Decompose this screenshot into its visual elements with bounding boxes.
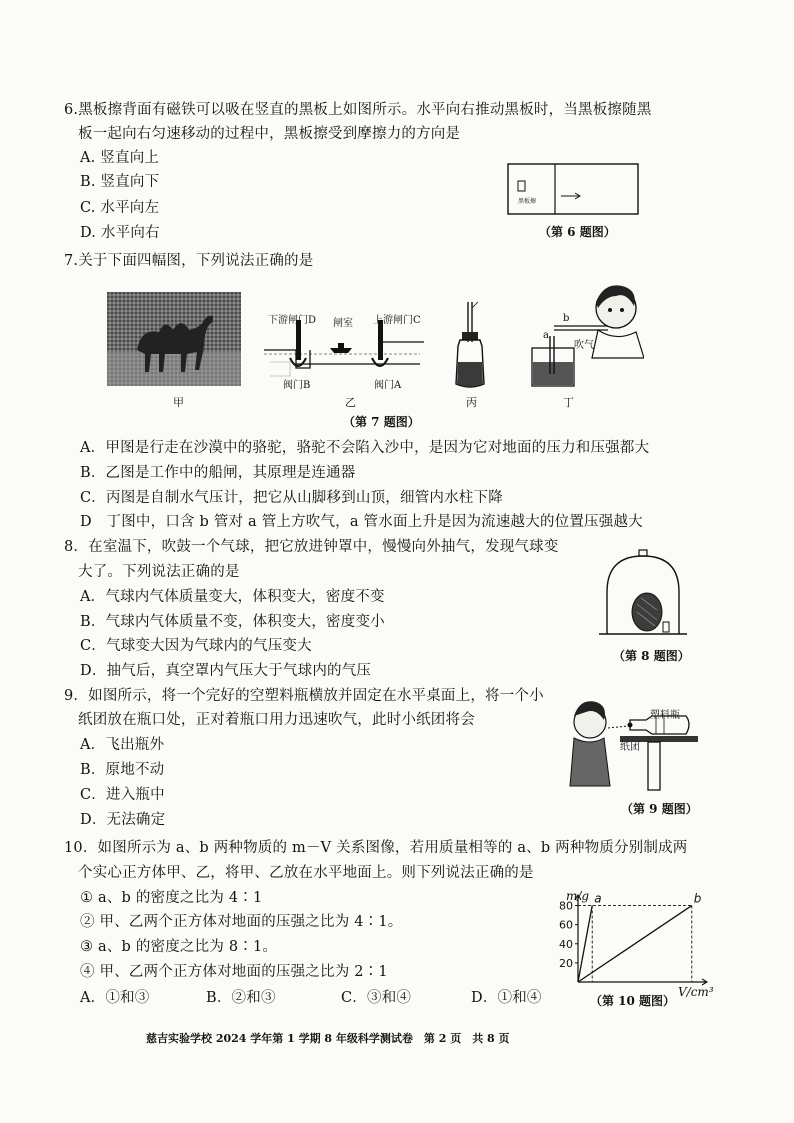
q10-statement-4: ④ 甲、乙两个正方体对地面的压强之比为 2∶1 [80, 964, 388, 980]
q8-stem-line1: 8．在室温下，吹鼓一个气球，把它放进钟罩中，慢慢向外抽气，发现气球变 [64, 539, 559, 555]
q7-barometer-figure [448, 302, 492, 390]
q7-label-valve-b: 阀门B [283, 380, 311, 391]
q10-stem-line2: 个实心正方体甲、乙，将甲、乙放在水平地面上。则下列说法正确的是 [78, 865, 534, 881]
q6-stem-line2: 板一起向右匀速移动的过程中，黑板擦受到摩擦力的方向是 [78, 126, 461, 142]
chart-series-a [578, 906, 592, 982]
q8-bell-jar-figure [597, 548, 689, 640]
q6-blackboard-figure [507, 163, 639, 215]
q7-label-down-gate: 下游闸门D [268, 315, 317, 326]
q7-label-chamber: 闸室 [333, 318, 353, 329]
q7-label-yi: 乙 [345, 396, 356, 409]
q10-choice-b: B．②和③ [206, 990, 276, 1006]
q7-option-b: B．乙图是工作中的船闸，其原理是连通器 [80, 465, 356, 481]
q9-label-bottle: 塑料瓶 [650, 710, 680, 721]
q10-stem-line1: 10．如图所示为 a、b 两种物质的 m－V 关系图像，若用质量相等的 a、b 两种物质分别制成两 [64, 840, 688, 856]
q8-caption: （第 8 题图） [613, 649, 690, 663]
chart-series-b [578, 906, 692, 982]
chart-series-label-b: b [693, 891, 702, 906]
q9-caption: （第 9 题图） [621, 802, 698, 816]
q6-option-a: A. 竖直向上 [80, 150, 160, 166]
q6-caption: （第 6 题图） [539, 225, 616, 239]
q7-label-bing: 丙 [466, 396, 477, 409]
q9-option-d: D．无法确定 [80, 812, 166, 828]
q7-caption: （第 7 题图） [343, 415, 420, 429]
chart-y-tick-label-20: 20 [559, 956, 573, 970]
q7-option-a: A．甲图是行走在沙漠中的骆驼，骆驼不会陷入沙中，是因为它对地面的压力和压强都大 [80, 440, 650, 456]
q7-label-valve-a: 阀门A [374, 380, 402, 391]
q9-stem-line1: 9．如图所示，将一个完好的空塑料瓶横放并固定在水平桌面上，将一个小 [64, 688, 544, 704]
q10-mv-chart [548, 890, 718, 1000]
q10-chart-ylabel: m/g [566, 889, 590, 903]
q7-option-d: D 丁图中，口含 b 管对 a 管上方吹气，a 管水面上升是因为流速越大的位置压强越大 [80, 514, 643, 530]
q7-label-a: a [543, 330, 549, 341]
q10-choice-a: A．①和③ [80, 990, 150, 1006]
q6-option-c: C. 水平向左 [80, 200, 160, 216]
q7-label-b: b [563, 313, 570, 324]
q9-stem-line2: 纸团放在瓶口处，正对着瓶口用力迅速吹气，此时小纸团将会 [78, 712, 475, 728]
q8-option-b: B．气球内气体质量不变，体积变大，密度变小 [80, 614, 385, 630]
q9-option-b: B．原地不动 [80, 762, 165, 778]
q7-label-ding: 丁 [563, 396, 574, 409]
chart-y-tick-label-80: 80 [559, 899, 573, 913]
q10-statement-2: ② 甲、乙两个正方体对地面的压强之比为 4∶1。 [80, 914, 403, 930]
q6-option-b: B. 竖直向下 [80, 174, 160, 190]
q9-option-a: A．飞出瓶外 [80, 737, 165, 753]
q7-option-c: C．丙图是自制水气压计，把它从山脚移到山顶，细管内水柱下降 [80, 490, 503, 506]
q10-caption: （第 10 题图） [590, 994, 676, 1008]
q7-label-blow: 吹气 [574, 340, 594, 351]
q9-option-c: C．进入瓶中 [80, 787, 165, 803]
q8-option-c: C．气球变大因为气球内的气压变大 [80, 638, 312, 654]
chart-y-tick-label-60: 60 [559, 918, 573, 932]
q10-choice-c: C．③和④ [341, 990, 412, 1006]
q8-option-a: A．气球内气体质量变大，体积变大，密度不变 [80, 589, 385, 605]
q6-option-d: D. 水平向右 [80, 225, 160, 241]
chart-series-label-a: a [594, 891, 602, 906]
q6-eraser-label: 黑板擦 [518, 198, 537, 205]
q8-option-d: D．抽气后，真空罩内气压大于气球内的气压 [80, 663, 372, 679]
q7-label-up-gate: 上游闸门C [373, 315, 421, 326]
page-footer: 慈吉实验学校 2024 学年第 1 学期 8 年级科学测试卷 第 2 页 共 8 页 [146, 1032, 510, 1045]
q7-camel-photo [107, 292, 241, 386]
q6-stem-line1: 6.黑板擦背面有磁铁可以吸在竖直的黑板上如图所示。水平向右推动黑板时，当黑板擦随黑 [64, 102, 652, 118]
q8-stem-line2: 大了。下列说法正确的是 [78, 564, 240, 580]
q10-statement-1: ① a、b 的密度之比为 4∶1 [80, 890, 263, 906]
q10-choice-d: D．①和④ [471, 990, 542, 1006]
chart-y-tick-label-40: 40 [559, 937, 573, 951]
q10-statement-3: ③ a、b 的密度之比为 8∶1。 [80, 939, 278, 955]
q7-stem: 7.关于下面四幅图，下列说法正确的是 [64, 253, 314, 269]
q7-label-jia: 甲 [173, 396, 184, 409]
q10-chart-xlabel: V/cm³ [678, 985, 714, 999]
q9-label-paper: 纸团 [620, 742, 640, 753]
